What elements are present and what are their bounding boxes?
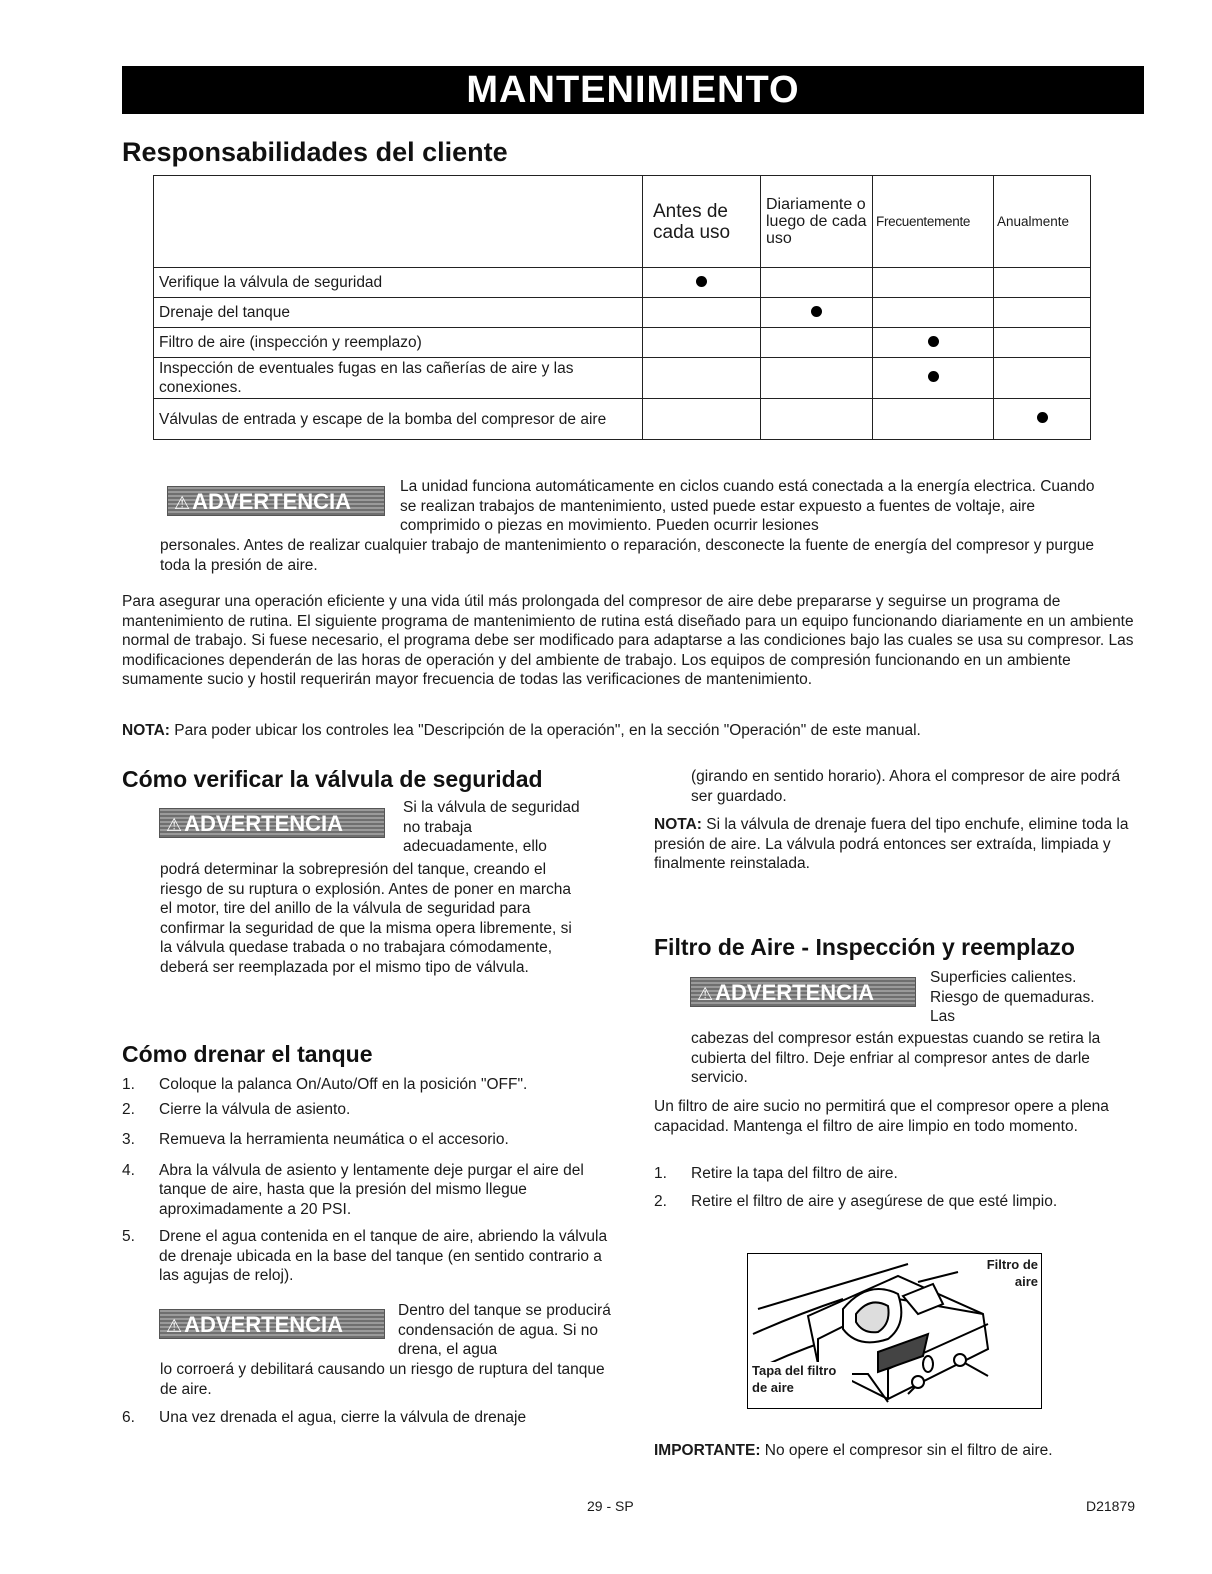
warning-badge <box>167 486 385 516</box>
warning-badge <box>159 808 385 838</box>
table-task-cell: Verifique la válvula de seguridad <box>154 268 643 298</box>
warning1-rest-text: personales. Antes de realizar cualquier trabajo de mantenimiento o reparación, desconecte la fuente de energía del compresor y purgue toda la presión de aire. <box>160 537 1095 574</box>
list-item: 6. Una vez drenada el agua, cierre la válvula de drenaje <box>122 1409 527 1426</box>
figure-label-cover: Tapa del filtro de aire <box>752 1362 852 1396</box>
table-header-row <box>154 176 1091 268</box>
important-text: No opere el compresor sin el filtro de aire. <box>764 1442 1053 1459</box>
page-number: 29 - SP <box>587 1498 634 1514</box>
table-mark-cell <box>643 399 761 440</box>
warning-label: ADVERTENCIA <box>715 980 875 1005</box>
nota-label: NOTA: <box>122 722 170 739</box>
safety-valve-title: Cómo verificar la válvula de seguridad <box>122 766 543 792</box>
table-mark-cell <box>643 298 761 328</box>
nota-text: Para poder ubicar los controles lea "Descripción de la operación", en la sección "Operación" de este manual. <box>174 722 921 739</box>
warning-label: ADVERTENCIA <box>184 1312 344 1337</box>
table-mark-cell <box>761 268 873 298</box>
drain-warning-rest: lo corroerá y debilitará causando un riesgo de ruptura del tanque de aire. <box>160 1361 605 1398</box>
table-task-cell: Drenaje del tanque <box>154 298 643 328</box>
table-mark-cell <box>994 268 1091 298</box>
safety-valve-warning-side: Si la válvula de seguridad no trabaja adecuadamente, ello <box>403 799 580 855</box>
important-label: IMPORTANTE: <box>654 1442 761 1459</box>
table-row <box>154 358 1091 399</box>
table-mark-cell <box>761 328 873 358</box>
table-mark-cell <box>873 298 994 328</box>
table-row <box>154 399 1091 440</box>
page-banner: MANTENIMIENTO <box>122 66 1144 114</box>
warning-label: ADVERTENCIA <box>184 811 344 836</box>
table-row <box>154 268 1091 298</box>
table-mark-cell <box>761 358 873 399</box>
header-before-use: Antes de cada uso <box>643 176 761 268</box>
table-mark-cell <box>873 399 994 440</box>
warning-triangle-icon: ⚠ <box>174 493 191 513</box>
table-mark-cell <box>761 298 873 328</box>
nota-text: Si la válvula de drenaje fuera del tipo enchufe, elimine toda la presión de aire. La válvula podrá entonces ser extraída, limpiada y finalmente reinstalada. <box>654 816 1129 872</box>
figure-label-filter: Filtro de aire <box>986 1257 1038 1289</box>
table-task-cell: Filtro de aire (inspección y reemplazo) <box>154 328 643 358</box>
warning-triangle-icon: ⚠ <box>166 815 183 835</box>
warning-label: ADVERTENCIA <box>192 489 352 514</box>
table-row <box>154 298 1091 328</box>
header-daily: Diariamente o luego de cada uso <box>761 176 873 268</box>
filter-warning-side: Superficies calientes. Riesgo de quemaduras. Las <box>930 969 1095 1025</box>
nota-paragraph <box>122 721 1142 741</box>
check-dot-icon <box>811 306 822 317</box>
table-mark-cell <box>994 399 1091 440</box>
filter-paragraph: Un filtro de aire sucio no permitirá que el compresor opere a plena capacidad. Mantenga el filtro de aire limpio en todo momento. <box>654 1098 1109 1135</box>
filter-steps <box>654 1164 1084 1211</box>
table-mark-cell <box>994 328 1091 358</box>
drain-step-6 <box>122 1408 614 1428</box>
document-code: D21879 <box>1086 1498 1136 1514</box>
table-mark-cell <box>643 328 761 358</box>
drain-warning-side: Dentro del tanque se producirá condensación de agua. Si no drena, el agua <box>398 1302 611 1358</box>
table-mark-cell <box>643 268 761 298</box>
section-title: Responsabilidades del cliente <box>122 137 508 167</box>
table-mark-cell <box>873 268 994 298</box>
table-header-empty <box>154 176 643 268</box>
air-filter-figure <box>747 1253 1042 1409</box>
table-mark-cell <box>994 298 1091 328</box>
intro-paragraph: Para asegurar una operación eficiente y una vida útil más prolongada del compresor de aire debe prepararse y seguirse un programa de mantenimiento de rutina. El siguiente programa de mantenimiento de rutina está diseñado para un equipo funcionando diariamente en un ambiente normal de trabajo. Si fuese necesario, el programa debe ser modificado para adaptarse a las condiciones bajo las cuales se usa su compresor. Las modificaciones dependerán de las horas de operación y del ambiente de trabajo. Los equipos de compresión funcionando en un ambiente sumamente sucio y hostil requerirán mayor frecuencia de todas las verificaciones de mantenimiento. <box>122 593 1134 688</box>
check-dot-icon <box>1037 412 1048 423</box>
check-dot-icon <box>928 371 939 382</box>
list-item: 2. Cierre la válvula de asiento. <box>122 1100 351 1118</box>
table-mark-cell <box>873 328 994 358</box>
list-item: 1. Retire la tapa del filtro de aire. <box>654 1165 898 1182</box>
table-task-cell: Válvulas de entrada y escape de la bomba del compresor de aire <box>154 399 643 440</box>
warning-badge <box>690 977 916 1007</box>
maintenance-table <box>153 175 1091 440</box>
header-frequently: Frecuentemente <box>873 176 994 268</box>
table-task-cell: Inspección de eventuales fugas en las cañerías de aire y las conexiones. <box>154 358 643 399</box>
list-item: 5. Drene el agua contenida en el tanque de aire, abriendo la válvula de drenaje ubicada en la base del tanque (en sentido contrario a las agujas de reloj). <box>122 1228 608 1284</box>
drain-steps <box>122 1075 614 1286</box>
drain-title: Cómo drenar el tanque <box>122 1041 373 1067</box>
nota-label: NOTA: <box>654 816 702 833</box>
warning-triangle-icon: ⚠ <box>697 984 714 1004</box>
warning1-side-text: La unidad funciona automáticamente en ciclos cuando está conectada a la energía electrica. Cuando se realizan trabajos de mantenimiento, usted puede estar expuesto a fuentes de voltaje, aire comprimido o piezas en movimiento. Pueden ocurrir lesiones <box>400 478 1095 534</box>
check-dot-icon <box>928 336 939 347</box>
filter-warning-rest: cabezas del compresor están expuestas cuando se retira la cubierta del filtro. Deje enfriar al compresor antes de darle servicio. <box>691 1030 1101 1086</box>
warning-badge <box>159 1309 385 1339</box>
nota-paragraph-2 <box>654 815 1134 874</box>
check-dot-icon <box>696 276 707 287</box>
list-item: 4. Abra la válvula de asiento y lentamente deje purgar el aire del tanque de aire, hasta que la presión del mismo llegue aproximadamente a 20 PSI. <box>122 1161 584 1218</box>
table-mark-cell <box>761 399 873 440</box>
table-mark-cell <box>643 358 761 399</box>
important-note <box>654 1441 1144 1461</box>
table-mark-cell <box>873 358 994 399</box>
table-mark-cell <box>994 358 1091 399</box>
list-item: 3. Remueva la herramienta neumática o el accesorio. <box>122 1131 509 1148</box>
filter-title: Filtro de Aire - Inspección y reemplazo <box>654 934 1075 960</box>
header-annually: Anualmente <box>994 176 1091 268</box>
table-row <box>154 328 1091 358</box>
list-item: 1. Coloque la palanca On/Auto/Off en la posición "OFF". <box>122 1076 528 1093</box>
safety-valve-warning-rest: podrá determinar la sobrepresión del tanque, creando el riesgo de su ruptura o explosión. Antes de poner en marcha el motor, tire del anillo de la válvula de seguridad para confirmar la seguridad de que la misma opera libremente, si la válvula quedase trabada o no trabajara cómodamente, deberá ser reemplazada por el mismo tipo de válvula. <box>160 861 572 976</box>
list-item: 2. Retire el filtro de aire y asegúrese de que esté limpio. <box>654 1192 1058 1210</box>
drain-continuation: (girando en sentido horario). Ahora el compresor de aire podrá ser guardado. <box>691 768 1121 805</box>
warning-triangle-icon: ⚠ <box>166 1316 183 1336</box>
